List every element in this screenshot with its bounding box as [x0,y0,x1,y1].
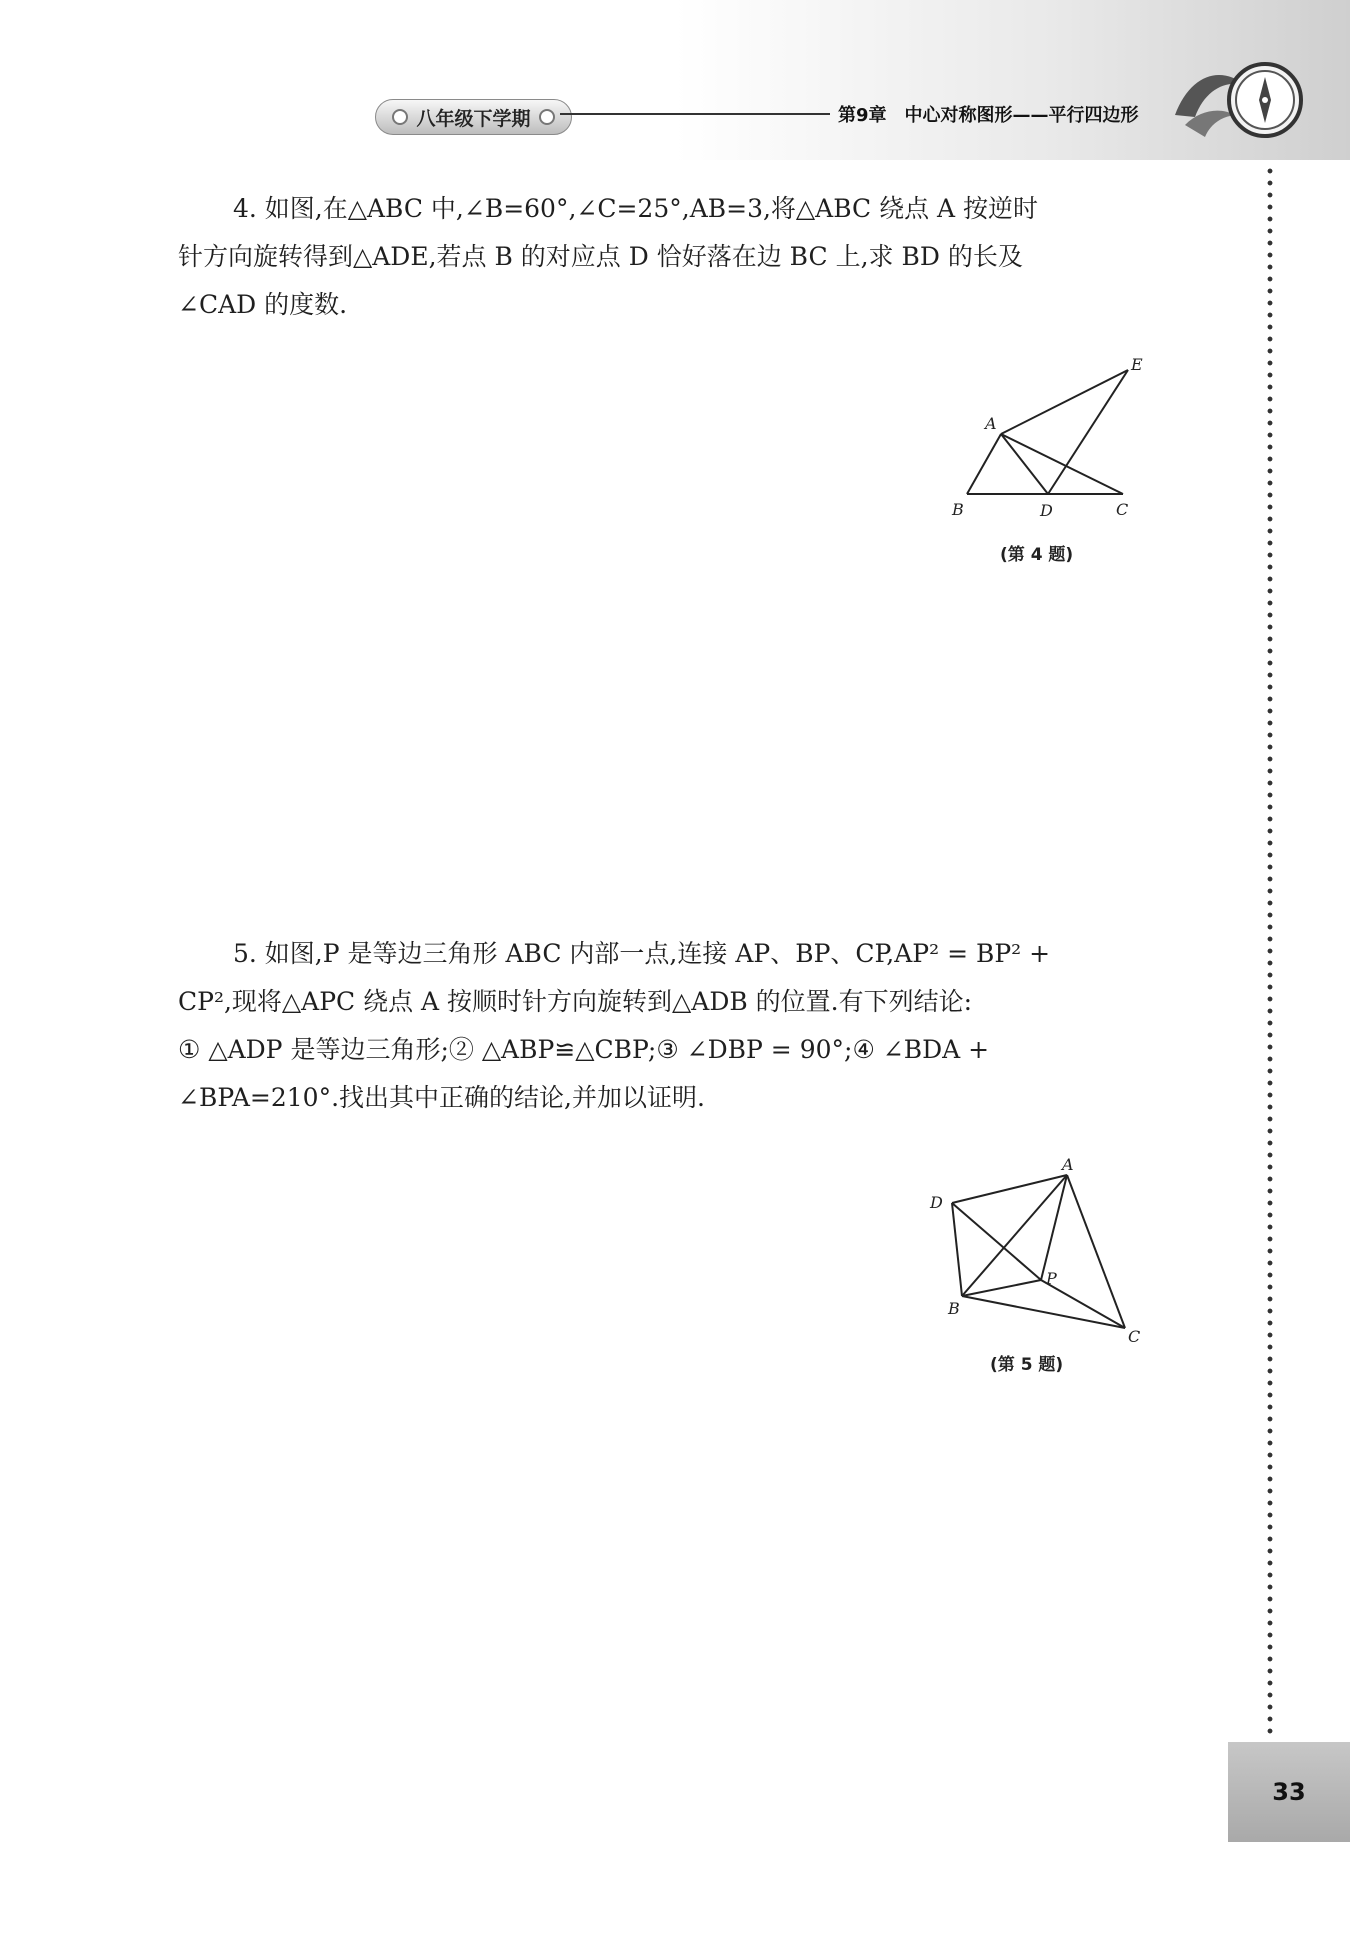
figure-4-diagram [940,350,1160,530]
segment-AC [1001,434,1123,494]
question-5 [178,930,1178,1122]
label-A: A [1062,1155,1074,1174]
figure-5-caption: (第 5 题) [990,1355,1064,1375]
question-5-line-1: 5. 如图,P 是等边三角形 ABC 内部一点,连接 AP、BP、CP,AP² = BP² + [233,939,1051,968]
segment-DP [952,1203,1041,1280]
segment-AB [967,434,1001,494]
figure-5-diagram [920,1150,1150,1350]
segment-AE [1001,370,1128,434]
label-C: C [1128,1327,1141,1346]
grade-text: 八年级下学期 [416,107,531,130]
segment-DE [1048,370,1128,494]
question-4 [178,185,1178,329]
segment-AC [1067,1175,1125,1328]
label-D: D [1040,501,1053,520]
label-D: D [930,1193,943,1212]
question-4-line-3: ∠CAD 的度数. [178,290,348,319]
question-4-line-1: 4. 如图,在△ABC 中,∠B=60°,∠C=25°,AB=3,将△ABC 绕点 A 按逆时 [233,194,1039,223]
chapter-title: 中心对称图形——平行四边形 [904,105,1139,126]
pill-dot-left [392,109,408,125]
label-P: P [1046,1269,1057,1288]
grade-label [375,99,572,135]
chapter-heading [838,99,1139,129]
pill-dot-right [539,109,555,125]
segment-AD [952,1175,1067,1203]
compass-logo-icon [1165,55,1305,145]
page-number: 33 [1228,1742,1350,1842]
label-E: E [1131,355,1143,374]
segment-DB [952,1203,962,1296]
label-B: B [948,1299,960,1318]
header-rule [560,113,830,115]
margin-dotted-line [1267,165,1273,1740]
question-5-line-3: ① △ADP 是等边三角形;② △ABP≌△CBP;③ ∠DBP = 90°;④ ∠BDA + [178,1035,990,1064]
question-5-line-4: ∠BPA=210°.找出其中正确的结论,并加以证明. [178,1083,705,1112]
figure-5 [920,1150,1150,1354]
label-B: B [952,500,964,519]
segment-AD [1001,434,1048,494]
question-4-line-2: 针方向旋转得到△ADE,若点 B 的对应点 D 恰好落在边 BC 上,求 BD 的长及 [178,242,1023,271]
label-A: A [985,414,997,433]
question-5-line-2: CP²,现将△APC 绕点 A 按顺时针方向旋转到△ADB 的位置.有下列结论: [178,987,973,1016]
label-C: C [1116,500,1129,519]
chapter-number: 第9章 [838,105,887,126]
figure-4 [940,350,1160,534]
header-band [0,0,1350,160]
segment-BC [962,1296,1125,1328]
figure-4-caption: (第 4 题) [1000,545,1074,565]
